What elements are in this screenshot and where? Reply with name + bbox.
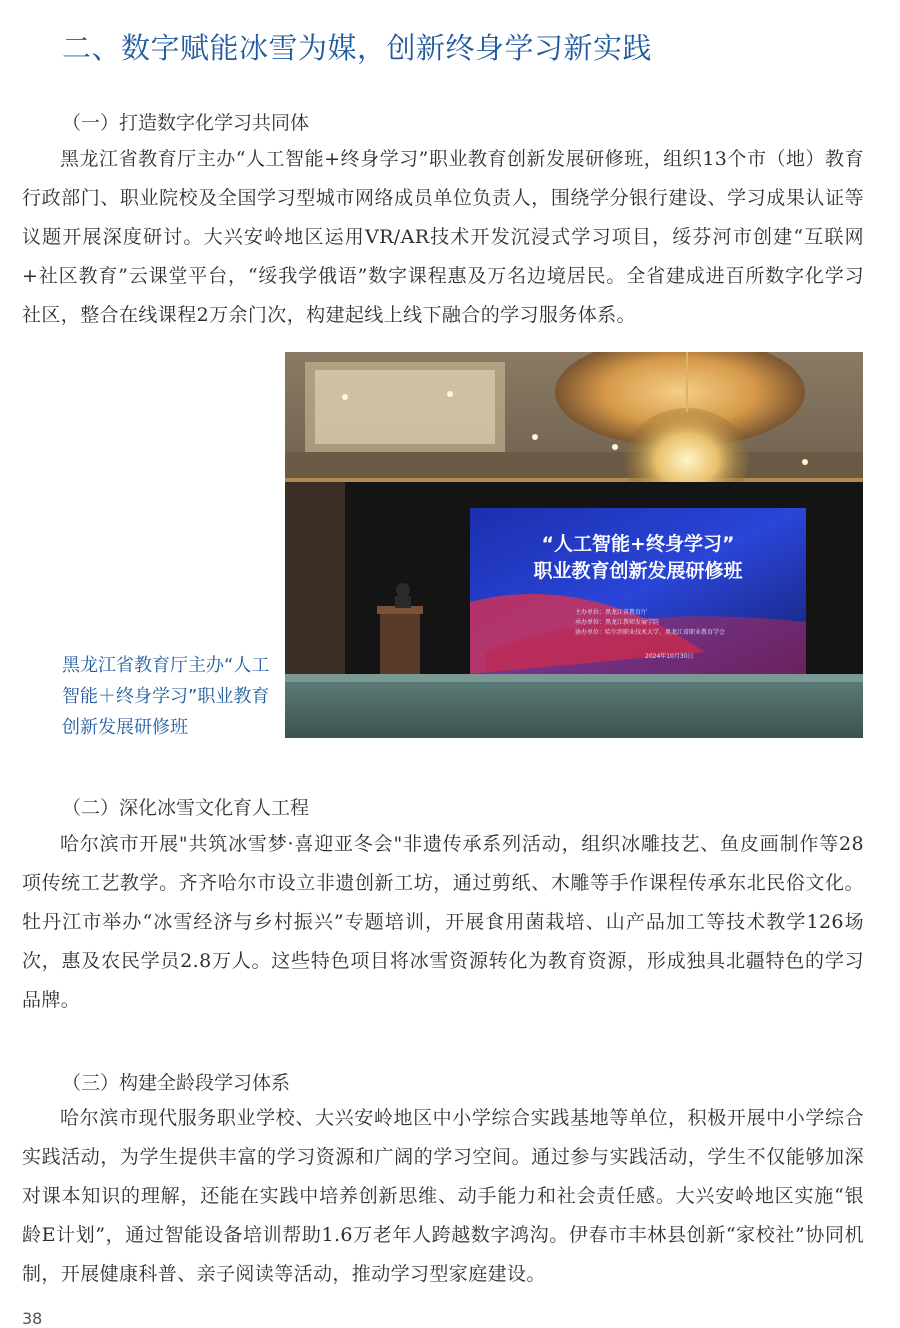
screen-line-1: 主办单位：黑龙江省教育厅 — [575, 609, 648, 616]
section-heading-3: （三）构建全龄段学习体系 — [62, 1072, 291, 1094]
screen-date: 2024年10月30日 — [645, 653, 694, 660]
section-heading-1: （一）打造数字化学习共同体 — [62, 112, 310, 134]
screen-line-2: 承办单位：黑龙江教师发展学院 — [575, 619, 660, 626]
conference-photo — [285, 352, 863, 738]
page-title: 二、数字赋能冰雪为媒，创新终身学习新实践 — [62, 31, 653, 65]
section-body-1: 黑龙江省教育厅主办“人工智能+终身学习”职业教育创新发展研修班，组织13个市（地）教育行政部门、职业院校及全国学习型城市网络成员单位负责人，围绕学分银行建设、学习成果认证等议题开展深度研讨。大兴安岭地区运用VR/AR技术开发沉浸式学习项目，绥芬河市创建“互联网+社区教育”云课堂平台，“绥我学俄语”数字课程惠及万名边境居民。全省建成进百所数字化学习社区，整合在线课程2万余门次，构建起线上线下融合的学习服务体系。 — [22, 148, 864, 326]
photo-caption: 黑龙江省教育厅主办“人工智能＋终身学习”职业教育创新发展研修班 — [62, 655, 270, 738]
page-number: 38 — [22, 1309, 43, 1328]
section-body-2: 哈尔滨市开展"共筑冰雪梦·喜迎亚冬会"非遗传承系列活动，组织冰雕技艺、鱼皮画制作等28项传统工艺教学。齐齐哈尔市设立非遗创新工坊，通过剪纸、木雕等手作课程传承东北民俗文化。牡丹江市举办“冰雪经济与乡村振兴”专题培训，开展食用菌栽培、山产品加工等技术教学126场次，惠及农民学员2.8万人。这些特色项目将冰雪资源转化为教育资源，形成独具北疆特色的学习品牌。 — [22, 833, 864, 1011]
section-heading-2: （二）深化冰雪文化育人工程 — [62, 797, 310, 819]
screen-title-1: “人工智能+终身学习” — [541, 533, 735, 555]
screen-title-2: 职业教育创新发展研修班 — [533, 560, 743, 582]
screen-line-3: 协办单位：哈尔滨职业技术大学、黑龙江省职业教育学会 — [575, 629, 726, 636]
section-body-3: 哈尔滨市现代服务职业学校、大兴安岭地区中小学综合实践基地等单位，积极开展中小学综合实践活动，为学生提供丰富的学习资源和广阔的学习空间。通过参与实践活动，学生不仅能够加深对课本知识的理解，还能在实践中培养创新思维、动手能力和社会责任感。大兴安岭地区实施“银龄E计划”，通过智能设备培训帮助1.6万老年人跨越数字鸿沟。伊春市丰林县创新“家校社”协同机制，开展健康科普、亲子阅读等活动，推动学习型家庭建设。 — [22, 1107, 864, 1285]
